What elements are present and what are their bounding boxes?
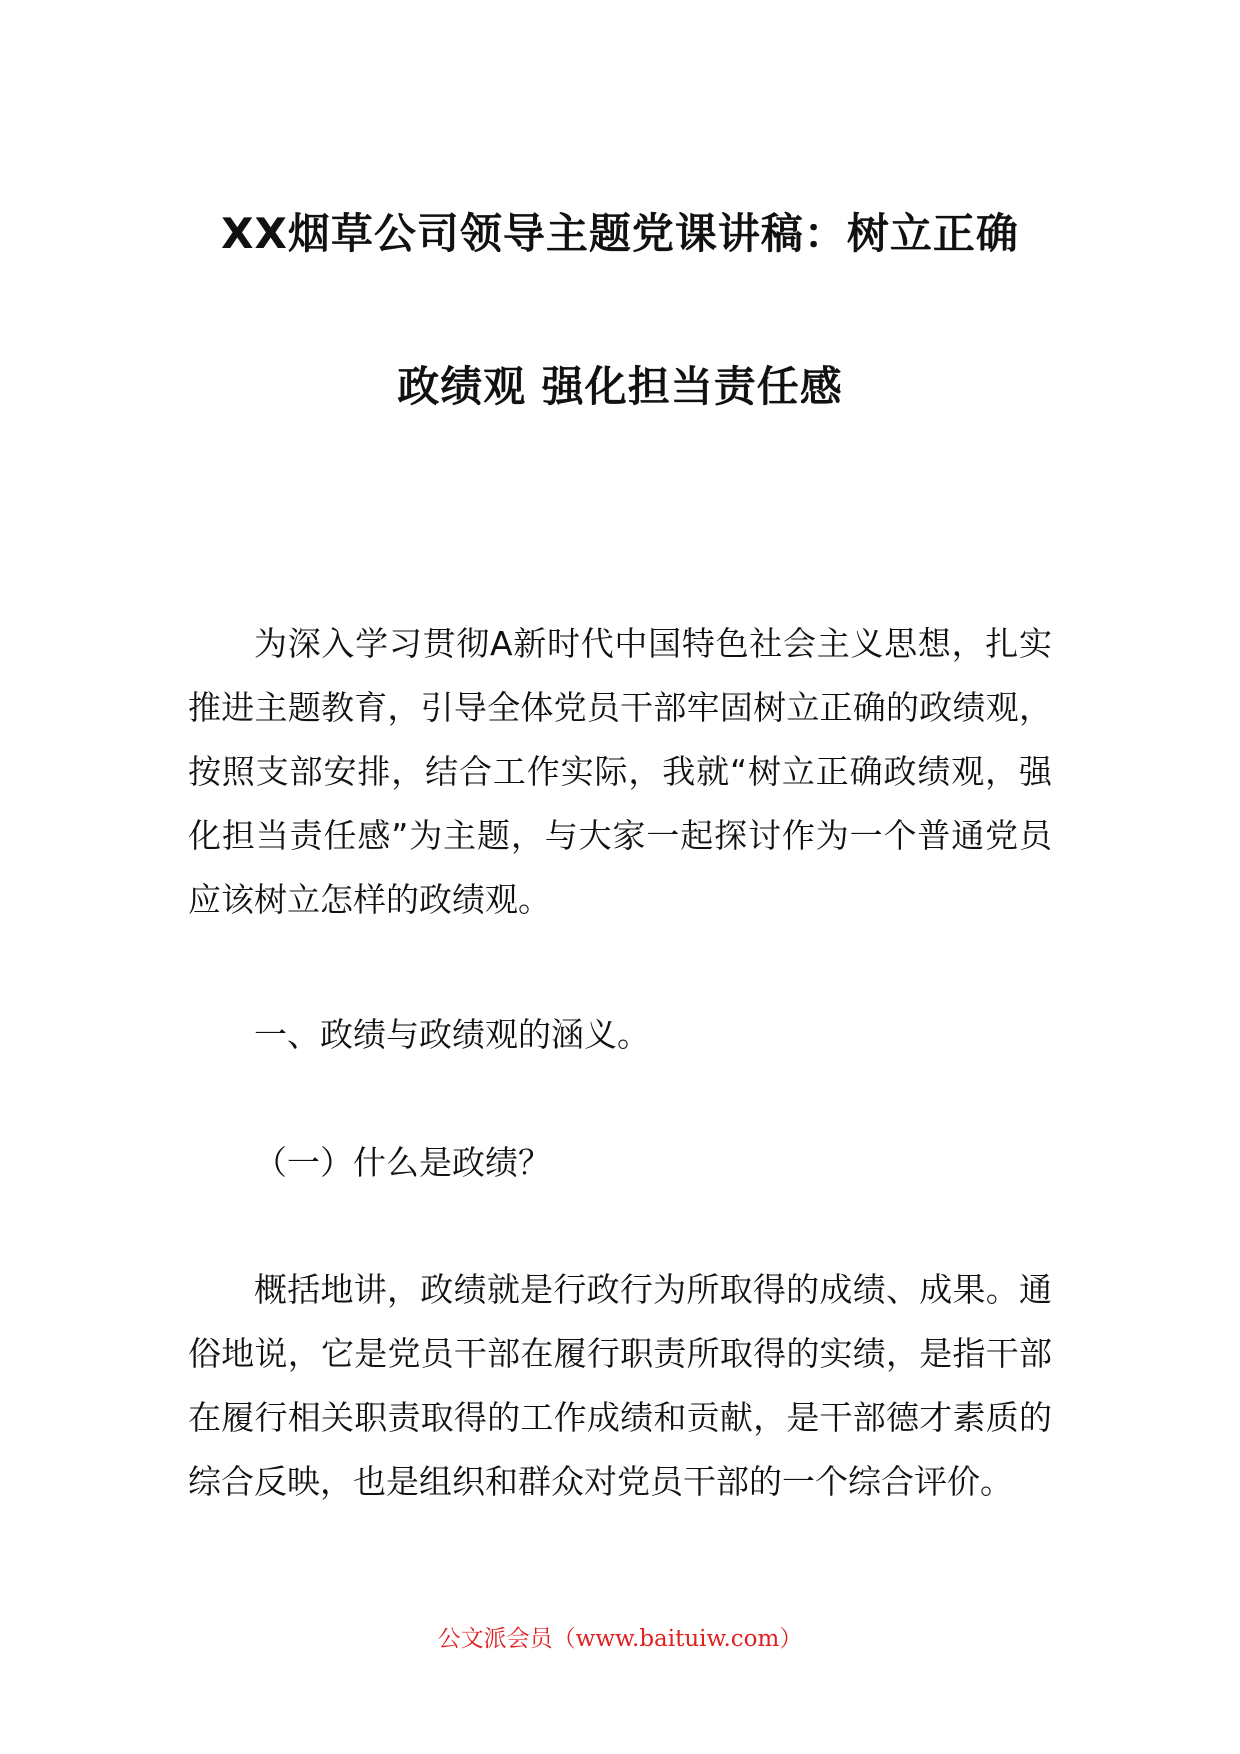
document-title-line-1: XX烟草公司领导主题党课讲稿：树立正确 <box>221 209 1019 258</box>
subsection-heading-1: （一）什么是政绩？ <box>254 1143 551 1182</box>
intro-paragraph: 为深入学习贯彻A新时代中国特色社会主义思想，扎实推进主题教育，引导全体党员干部牢固树立正确的政绩观，按照支部安排，结合工作实际，我就“树立正确政绩观，强化担当责任感”为主题，与大家一起探讨作为一个普通党员应该树立怎样的政绩观。 <box>188 624 1052 919</box>
definition-paragraph: 概括地讲，政绩就是行政行为所取得的成绩、成果。通俗地说，它是党员干部在履行职责所取得的实绩，是指干部在履行相关职责取得的工作成绩和贡献，是干部德才素质的综合反映，也是组织和群众对党员干部的一个综合评价。 <box>188 1270 1052 1501</box>
document-title-line-2: 政绩观 强化担当责任感 <box>397 362 843 411</box>
section-heading-1: 一、政绩与政绩观的涵义。 <box>254 1015 650 1054</box>
footer-watermark: 公文派会员（www.baituiw.com） <box>437 1626 803 1652</box>
